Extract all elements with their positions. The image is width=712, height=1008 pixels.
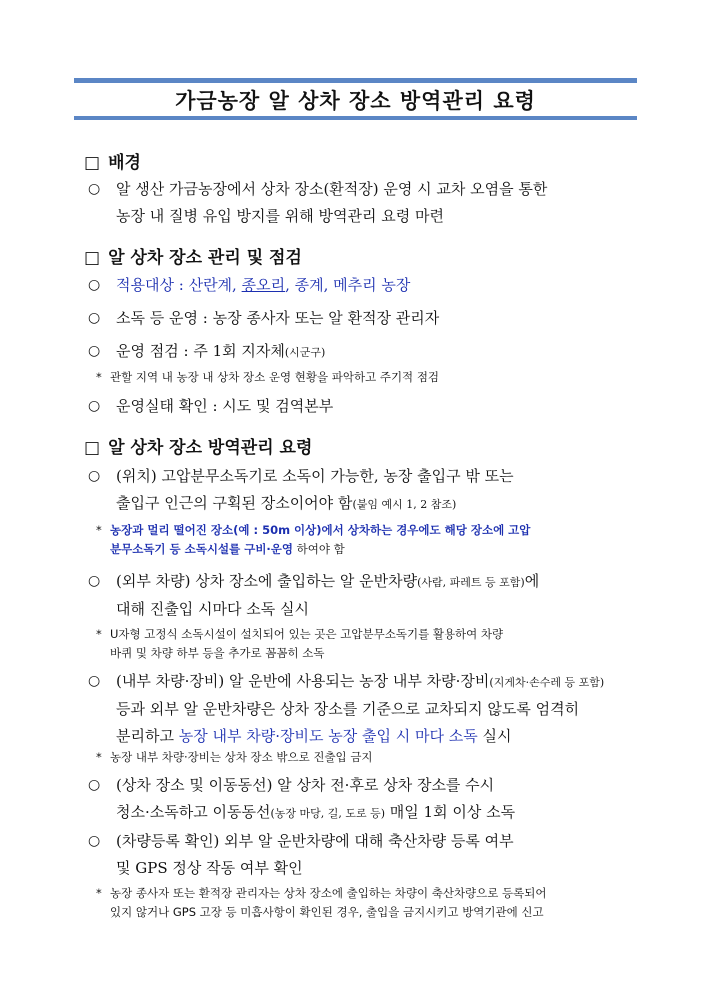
checkbox-square-icon: □ <box>84 438 101 458</box>
text-line: (외부 차량) 상차 장소에 출입하는 알 운반차량(사람, 파레트 등 포함)에 <box>116 572 540 590</box>
section-title: 알 상차 장소 방역관리 요령 <box>108 438 313 458</box>
asterisk-icon: * <box>96 370 102 384</box>
title-bar <box>74 78 637 120</box>
text-line: 농장 내 질병 유입 방지를 위해 방역관리 요령 마련 <box>116 207 444 225</box>
checkbox-square-icon: □ <box>84 248 101 268</box>
text-line: U자형 고정식 소독시설이 설치되어 있는 곳은 고압분무소독기를 활용하여 차량 <box>110 627 504 641</box>
text-line: 관할 지역 내 농장 내 상차 장소 운영 현황을 파악하고 주기적 점검 <box>110 370 440 384</box>
text-line: 청소·소독하고 이동동선(농장 마당, 길, 도로 등) 매일 1회 이상 소독 <box>116 803 516 821</box>
section-heading-background <box>84 148 141 173</box>
text-line: 농장 종사자 또는 환적장 관리자는 상차 장소에 출입하는 차량이 축산차량으로 등록되어 <box>110 886 547 900</box>
asterisk-icon: * <box>96 886 102 900</box>
circle-bullet-icon: ○ <box>88 468 101 484</box>
asterisk-icon: * <box>96 627 102 641</box>
circle-bullet-icon: ○ <box>88 573 101 589</box>
text-line: 알 생산 가금농장에서 상차 장소(환적장) 운영 시 교차 오염을 통한 <box>116 180 548 198</box>
circle-bullet-icon: ○ <box>88 777 101 793</box>
text-line: 분무소독기 등 소독시설를 구비·운영 하여야 함 <box>110 542 345 556</box>
text-line: 농장 내부 차량·장비는 상차 장소 밖으로 진출입 금지 <box>110 750 373 764</box>
text-line: 농장과 멀리 떨어진 장소(예 : 50m 이상)에서 상차하는 경우에도 해당 장소에 고압 <box>110 523 531 537</box>
section-title: 알 상차 장소 관리 및 점검 <box>108 248 302 268</box>
section-heading-management <box>84 243 302 268</box>
circle-bullet-icon: ○ <box>88 833 101 849</box>
text-line: (내부 차량·장비) 알 운반에 사용되는 농장 내부 차량·장비(지게차·손수레 등 포함) <box>116 672 605 690</box>
asterisk-icon: * <box>96 750 102 764</box>
circle-bullet-icon: ○ <box>88 181 101 197</box>
text-line: 출입구 인근의 구획된 장소이어야 함(붙임 예시 1, 2 참조) <box>116 494 457 512</box>
circle-bullet-icon: ○ <box>88 277 101 293</box>
circle-bullet-icon: ○ <box>88 310 101 326</box>
text-line: 운영실태 확인 : 시도 및 검역본부 <box>116 397 334 415</box>
text-line: 대해 진출입 시마다 소독 실시 <box>116 600 309 618</box>
checkbox-square-icon: □ <box>84 153 101 173</box>
section-title: 배경 <box>108 153 141 173</box>
circle-bullet-icon: ○ <box>88 673 101 689</box>
page-title: 가금농장 알 상차 장소 방역관리 요령 <box>175 88 536 113</box>
text-line: 소독 등 운영 : 농장 종사자 또는 알 환적장 관리자 <box>116 309 440 327</box>
text-line: (차량등록 확인) 외부 알 운반차량에 대해 축산차량 등록 여부 <box>116 832 514 850</box>
text-line: (상차 장소 및 이동동선) 알 상차 전·후로 상차 장소를 수시 <box>116 776 495 794</box>
circle-bullet-icon: ○ <box>88 343 101 359</box>
circle-bullet-icon: ○ <box>88 398 101 414</box>
text-line: (위치) 고압분무소독기로 소독이 가능한, 농장 출입구 밖 또는 <box>116 467 514 485</box>
text-line: 및 GPS 정상 작동 여부 확인 <box>116 859 303 877</box>
text-line: 분리하고 농장 내부 차량·장비도 농장 출입 시 마다 소독 실시 <box>116 727 512 745</box>
text-line: 운영 점검 : 주 1회 지자체(시군구) <box>116 342 326 360</box>
text-line: 등과 외부 알 운반차량은 상차 장소를 기준으로 교차되지 않도록 엄격히 <box>116 700 580 718</box>
text-line: 적용대상 : 산란계, 종오리, 종계, 메추리 농장 <box>116 276 411 294</box>
asterisk-icon: * <box>96 523 102 537</box>
text-line: 바퀴 및 차량 하부 등을 추가로 꼼꼼히 소독 <box>110 646 325 660</box>
text-line: 있지 않거나 GPS 고장 등 미흡사항이 확인된 경우, 출입을 금지시키고 방역기관에 신고 <box>110 905 544 919</box>
section-heading-guidelines <box>84 433 312 458</box>
